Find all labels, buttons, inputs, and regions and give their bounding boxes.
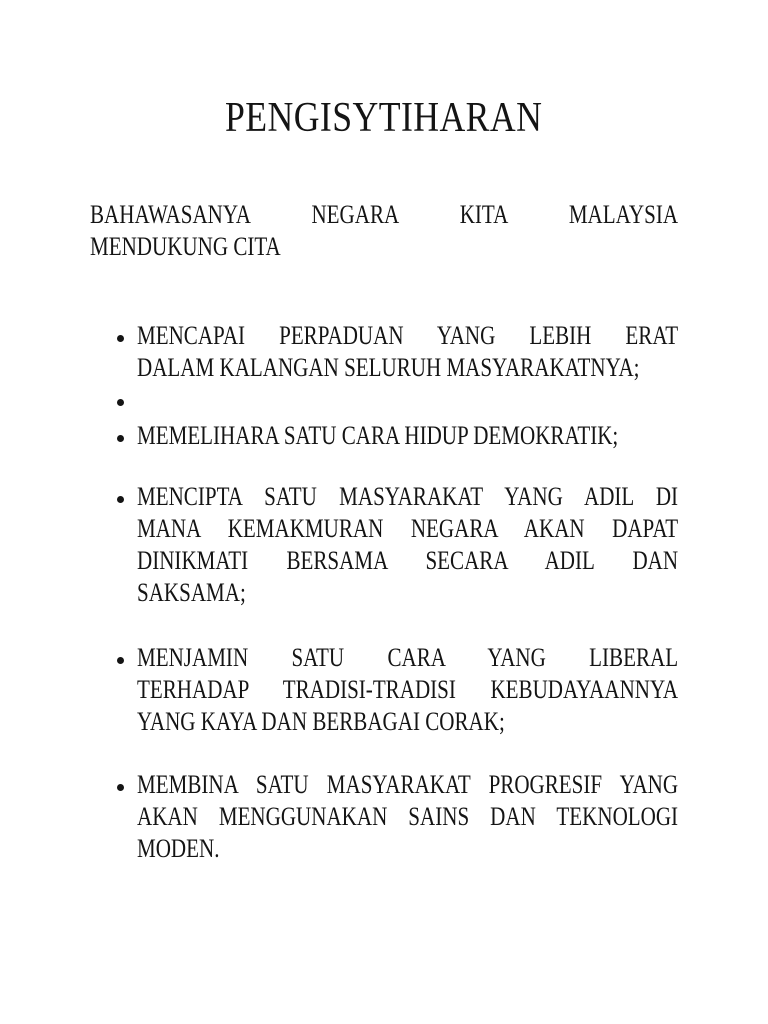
bullet [117,657,124,664]
bullet [117,335,124,342]
intro-paragraph [90,199,678,263]
item-line: MEMELIHARA SATU CARA HIDUP DEMOKRATIK; [137,421,619,450]
item-line: MENCAPAI PERPADUAN YANG LEBIH ERAT [137,321,679,350]
document-title: PENGISYTIHARAN [225,95,543,141]
list-item-text [137,320,678,384]
item-line: MANA KEMAKMURAN NEGARA AKAN DAPAT [137,514,679,543]
item-line: YANG KAYA DAN BERBAGAI CORAK; [137,707,505,736]
bullet [117,784,124,791]
intro-line: BAHAWASANYA NEGARA KITA MALAYSIA [90,200,679,229]
bullet [117,496,124,503]
item-line: MODEN. [137,834,220,863]
item-line: AKAN MENGGUNAKAN SAINS DAN TEKNOLOGI [137,802,679,831]
title-container [0,94,768,142]
list-item-text [137,420,678,452]
bullet [117,435,124,442]
item-line: DALAM KALANGAN SELURUH MASYARAKATNYA; [137,353,640,382]
item-line: TERHADAP TRADISI-TRADISI KEBUDAYAANNYA [137,675,679,704]
item-line: MENJAMIN SATU CARA YANG LIBERAL [137,643,679,672]
item-line: SAKSAMA; [137,578,246,607]
item-line: MENCIPTA SATU MASYARAKAT YANG ADIL DI [137,482,679,511]
list-item-text [137,769,678,865]
item-line: DINIKMATI BERSAMA SECARA ADIL DAN [137,546,679,575]
item-line: MEMBINA SATU MASYARAKAT PROGRESIF YANG [137,770,679,799]
bullet [117,399,124,406]
list-item-text [137,642,678,738]
list-item-text [137,481,678,609]
intro-line: MENDUKUNG CITA [90,232,281,261]
